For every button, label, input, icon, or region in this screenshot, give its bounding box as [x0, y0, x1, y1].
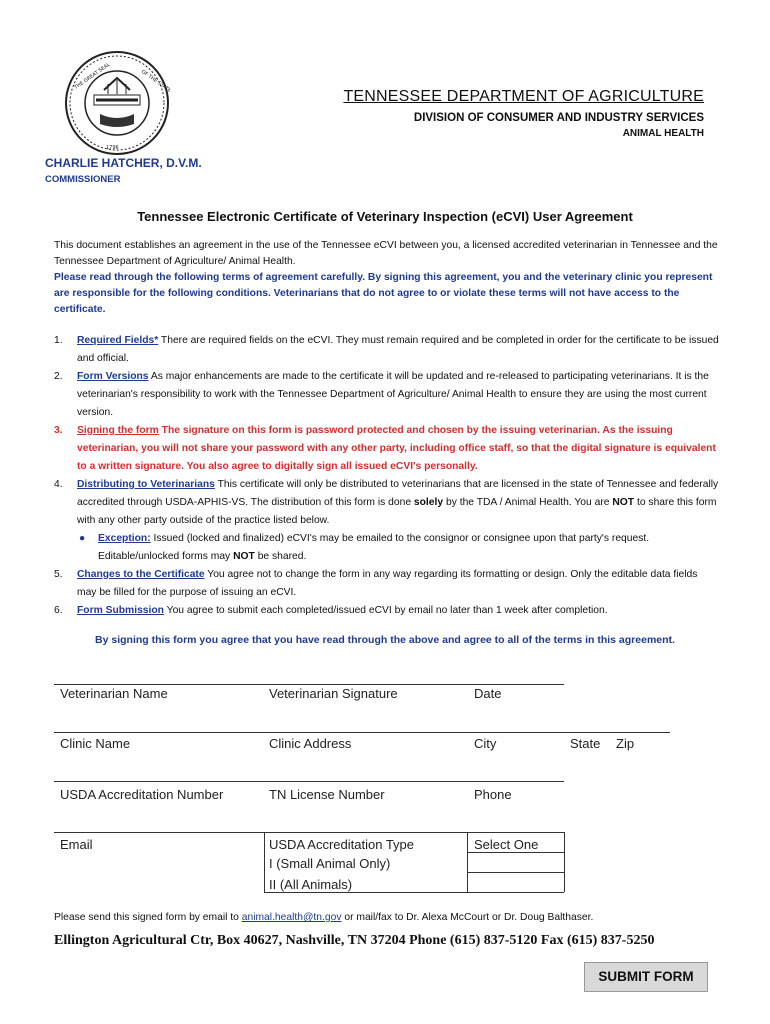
- term-title: Form Versions: [77, 371, 149, 382]
- term-distributing: 4. Distributing to Veterinarians This certificate will only be distributed to veterinarians that are licensed in the state of Tennessee and federally accredited through USDA-APHIS-VS. The distribution of this form is done solely by the TDA / Animal Health. You are NOT to share this form with any other party outside of the practice listed below.: [54, 479, 719, 526]
- intro-paragraph: This document establishes an agreement in the use of the Tennessee eCVI between you, a licensed accredited veterinarian in Tennessee and the Tennessee Department of Agriculture/ Animal Health.: [54, 240, 718, 267]
- submission-note: Please send this signed form by email to animal.health@tn.gov or mail/fax to Dr. Alexa McCourt or Dr. Doug Balthaser.: [54, 912, 594, 923]
- svg-text:OF THE STATE: OF THE STATE: [139, 68, 170, 94]
- svg-text:1796: 1796: [106, 145, 119, 151]
- exception-label: Exception:: [98, 533, 151, 544]
- commissioner-title: COMMISSIONER: [45, 174, 121, 185]
- term-signing-form: 3. Signing the form The signature on this form is password protected and chosen by the issuing veterinarian. As the issuing veterinarian, you will not share your password with any other party, including office staff, so that the digital signature is equivalent to a written signature. You also agree to digitally sign all issued eCVI's personally.: [54, 425, 716, 472]
- state-field[interactable]: State: [570, 736, 601, 751]
- form-line: [467, 832, 468, 892]
- form-line: [54, 832, 564, 833]
- mailing-address: Ellington Agricultural Ctr, Box 40627, Nashville, TN 37204 Phone (615) 837-5120 Fax (615) 837-5250: [54, 933, 655, 948]
- exception-item: ● Exception: Issued (locked and finalized) eCVI's may be emailed to the consignor or consignee upon that party's request. Editable/unlocked forms may NOT be shared.: [54, 530, 719, 566]
- term-required-fields: 1. Required Fields* There are required fields on the eCVI. They must remain required and be completed in order for the certificate to be issued and official.: [54, 335, 719, 364]
- svg-text:THE GREAT SEAL: THE GREAT SEAL: [73, 61, 112, 91]
- division-heading: DIVISION OF CONSUMER AND INDUSTRY SERVICES: [413, 112, 704, 124]
- bullet-icon: ●: [79, 533, 86, 544]
- type-option-small: I (Small Animal Only): [269, 856, 391, 871]
- submit-button[interactable]: SUBMIT FORM: [584, 962, 708, 992]
- usda-number-field[interactable]: USDA Accreditation Number: [60, 787, 224, 802]
- state-seal: [64, 50, 170, 156]
- form-line: [264, 832, 265, 892]
- email-field[interactable]: Email: [60, 837, 93, 852]
- department-heading: TENNESSEE DEPARTMENT OF AGRICULTURE: [343, 88, 704, 105]
- usda-type-select[interactable]: Select One: [474, 837, 539, 852]
- unit-heading: ANIMAL HEALTH: [622, 128, 704, 139]
- phone-field[interactable]: Phone: [474, 787, 512, 802]
- type-option-all: II (All Animals): [269, 877, 353, 892]
- term-title: Required Fields*: [77, 335, 159, 346]
- clinic-address-field[interactable]: Clinic Address: [269, 736, 352, 751]
- form-line: [564, 832, 565, 892]
- tn-license-field[interactable]: TN License Number: [269, 787, 385, 802]
- vet-signature-field[interactable]: Veterinarian Signature: [269, 686, 398, 701]
- vet-name-field[interactable]: Veterinarian Name: [60, 686, 168, 701]
- term-title: Changes to the Certificate: [77, 569, 205, 580]
- usda-type-label: USDA Accreditation Type: [269, 837, 415, 852]
- form-line: [54, 732, 670, 733]
- term-form-submission: 6. Form Submission You agree to submit each completed/issued eCVI by email no later than 1 week after completion.: [54, 605, 608, 616]
- date-field[interactable]: Date: [474, 686, 502, 701]
- form-line: [467, 852, 564, 853]
- commissioner-name: CHARLIE HATCHER, D.V.M.: [45, 156, 202, 170]
- terms-list: [54, 332, 719, 620]
- email-link[interactable]: animal.health@tn.gov: [241, 912, 342, 923]
- zip-field[interactable]: Zip: [616, 736, 635, 751]
- term-changes: 5. Changes to the Certificate You agree not to change the form in any way regarding its formatting or design. Only the editable data fields may be filled for the purpose of issuing an eCVI.: [54, 569, 698, 598]
- city-field[interactable]: City: [474, 736, 497, 751]
- term-title: Signing the form: [77, 425, 159, 436]
- form-line: [264, 892, 564, 893]
- clinic-name-field[interactable]: Clinic Name: [60, 736, 131, 751]
- term-title: Form Submission: [77, 605, 164, 616]
- term-form-versions: 2. Form Versions As major enhancements are made to the certificate it will be updated and re-released to participating veterinarians. It is the veterinarian's responsibility to work with the Tennessee Department of Agriculture/ Animal Health to ensure they are using the most current version.: [54, 371, 709, 418]
- form-line: [467, 872, 564, 873]
- agreement-statement: By signing this form you agree that you have read through the above and agree to all of the terms in this agreement.: [95, 634, 675, 646]
- form-line: [54, 684, 564, 685]
- term-title: Distributing to Veterinarians: [77, 479, 215, 490]
- document-title: Tennessee Electronic Certificate of Veterinary Inspection (eCVI) User Agreement: [137, 209, 633, 224]
- form-line: [54, 781, 564, 782]
- intro-notice: Please read through the following terms of agreement carefully. By signing this agreement, you and the veterinary clinic you represent are responsible for the following conditions. Veterinarians that do not agree to or violate these terms will not have access to the certificate.: [54, 272, 713, 315]
